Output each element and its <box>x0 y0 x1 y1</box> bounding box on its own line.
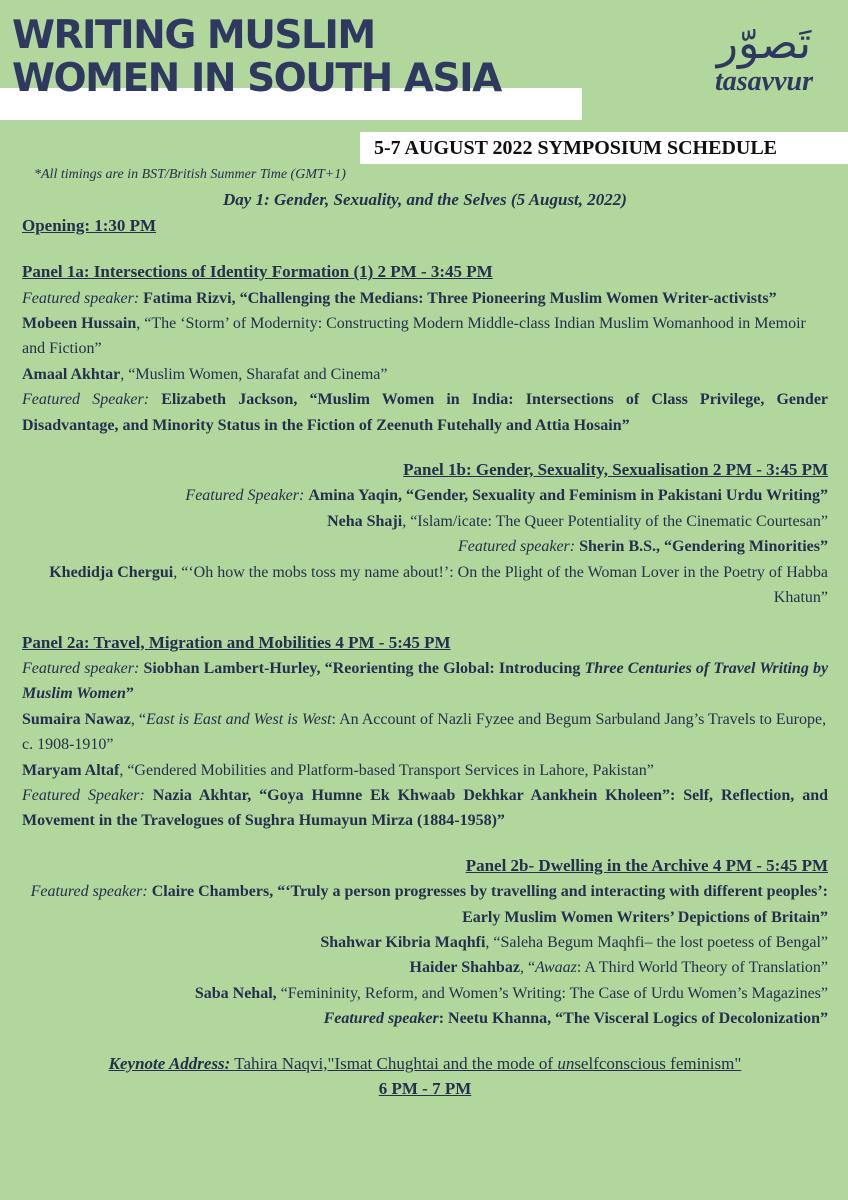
day-1-title: Day 1: Gender, Sexuality, and the Selves (5 August, 2022) <box>223 190 627 210</box>
opening-time: Opening: 1:30 PM <box>22 215 157 235</box>
keynote-title-italic: un <box>557 1053 575 1073</box>
talk-title-part: ” <box>125 685 134 703</box>
speaker-name: Saba Nehal, <box>194 984 277 1002</box>
panel-heading: Panel 2b- Dwelling in the Archive 4 PM - 5:45 PM <box>465 855 828 875</box>
panel-entry <box>22 783 828 834</box>
keynote-speaker: Tahira Naqvi, <box>234 1053 328 1073</box>
featured-label: Featured Speaker: <box>22 786 145 804</box>
speaker-name: Claire Chambers, <box>151 883 274 901</box>
panel-heading: Panel 1b: Gender, Sexuality, Sexualisation 2 PM - 3:45 PM <box>403 460 828 480</box>
panel-entry <box>22 286 828 311</box>
keynote-line <box>22 1051 828 1076</box>
panel-1a <box>22 259 828 438</box>
talk-title: “Goya Humne Ek Khwaab Dekhkar Aankhein Kholeen”: Self, Reflection, and Movement in the Travelogues of Sughra Humayun Mirza (1884-1958)” <box>22 786 828 830</box>
speaker-name: Shahwar Kibria Maqhfi <box>320 933 486 951</box>
featured-label: Featured Speaker: <box>22 391 150 409</box>
speaker-name: Sumaira Nawaz <box>22 710 131 728</box>
talk-title: , “Gendered Mobilities and Platform-based Transport Services in Lahore, Pakistan” <box>119 761 654 779</box>
spacer <box>22 438 828 457</box>
talk-title: “The Visceral Logics of Decolonization” <box>555 1010 828 1028</box>
talk-title-italic: Awaaz <box>535 959 577 977</box>
panel-1b <box>22 457 828 610</box>
talk-title: “Femininity, Reform, and Women’s Writing: The Case of Urdu Women’s Magazines” <box>280 984 828 1002</box>
talk-title-part: : A Third World Theory of Translation” <box>576 959 828 977</box>
panel-entry <box>22 387 828 438</box>
panel-entry <box>22 656 828 707</box>
spacer <box>22 834 828 853</box>
panel-entry <box>22 560 828 611</box>
logo-latin-text: tasavvur <box>715 66 813 97</box>
panel-entry <box>22 534 828 559</box>
speaker-name: Elizabeth Jackson, <box>161 391 298 409</box>
speaker-name: Amina Yaqin, <box>308 487 402 505</box>
spacer <box>22 1032 828 1051</box>
speaker-name: Nazia Akhtar, <box>152 786 252 804</box>
talk-title: “Gender, Sexuality and Feminism in Pakistani Urdu Writing” <box>406 487 828 505</box>
talk-title: “Gendering Minorities” <box>664 538 828 556</box>
panel-entry <box>22 707 828 758</box>
talk-title: “Muslim Women in India: Intersections of Class Privilege, Gender Disadvantage, and Minority Status in the Fiction of Zeenuth Futehally and Attia Hosain” <box>22 391 829 434</box>
talk-title-part: “Reorienting the Global: Introducing <box>324 659 581 677</box>
talk-title-italic: East is East and West is West <box>146 710 332 728</box>
spacer <box>22 239 828 259</box>
speaker-name: Sherin B.S., <box>579 538 661 556</box>
speaker-name: Neha Shaji <box>327 512 403 530</box>
panel-entry <box>22 981 828 1006</box>
speaker-name: Haider Shahbaz <box>409 959 520 977</box>
speaker-name: Siobhan Lambert-Hurley, <box>143 659 321 677</box>
panel-entry <box>22 362 828 387</box>
panel-entry <box>22 483 828 508</box>
speaker-name: Mobeen Hussain <box>22 315 137 333</box>
talk-title-italic: Three Centuries of Travel Writing by Muslim Women <box>22 659 829 703</box>
talk-title: “Challenging the Medians: Three Pioneering Muslim Women Writer-activists” <box>239 289 777 307</box>
featured-label: Featured speaker: <box>22 289 140 307</box>
schedule-content <box>22 162 828 1101</box>
panel-2b <box>22 853 828 1032</box>
talk-title: , “The ‘Storm’ of Modernity: Constructing Modern Middle-class Indian Muslim Womanhood in Memoir and Fiction” <box>22 315 806 358</box>
keynote-title-part: "Ismat Chughtai and the mode of <box>327 1053 558 1073</box>
talk-title: , “Muslim Women, Sharafat and Cinema” <box>120 365 388 383</box>
keynote-label: Keynote Address: <box>108 1053 231 1073</box>
tasavvur-logo <box>694 14 834 114</box>
panel-entry <box>22 930 828 955</box>
speaker-name: Khedidja Chergui <box>49 563 174 581</box>
timezone-note: *All timings are in BST/British Summer Time (GMT+1) <box>34 167 346 182</box>
speaker-name: Amaal Akhtar <box>22 365 121 383</box>
spacer <box>22 611 828 630</box>
title-line-1: WRITING MUSLIM <box>12 13 375 58</box>
featured-label: Featured speaker: <box>22 659 140 677</box>
panel-heading: Panel 2a: Travel, Migration and Mobilities 4 PM - 5:45 PM <box>22 632 451 652</box>
panel-entry <box>22 311 828 362</box>
keynote-section <box>22 1051 828 1102</box>
keynote-time: 6 PM - 7 PM <box>378 1079 472 1098</box>
talk-title-part: , “ <box>519 959 536 977</box>
talk-title-part: : An Account of Nazli Fyzee and Begum Sarbuland Jang’s Travels to Europe, c. 1908-1910” <box>22 710 827 754</box>
panel-2a <box>22 630 828 834</box>
talk-title: “‘Truly a person progresses by travelling and interacting with different peoples’: Early Muslim Women Writers’ Depictions of Britain” <box>277 883 828 926</box>
panel-heading: Panel 1a: Intersections of Identity Formation (1) 2 PM - 3:45 PM <box>22 262 493 282</box>
talk-title: , “Islam/icate: The Queer Potentiality of the Cinematic Courtesan” <box>402 512 828 530</box>
panel-entry <box>22 509 828 534</box>
keynote-title-part: selfconscious feminism" <box>574 1053 742 1073</box>
featured-label: Featured speaker: <box>30 883 148 901</box>
logo-arabic-text: تَصوّر <box>716 18 812 69</box>
panel-entry <box>22 758 828 783</box>
poster-title <box>12 14 612 100</box>
title-line-2: WOMEN IN SOUTH ASIA <box>12 56 501 101</box>
panel-entry <box>22 1006 828 1031</box>
schedule-badge: 5-7 AUGUST 2022 SYMPOSIUM SCHEDULE <box>360 132 848 164</box>
panel-entry <box>22 955 828 980</box>
featured-label: Featured Speaker: <box>185 487 305 505</box>
speaker-name: Maryam Altaf <box>22 761 120 779</box>
speaker-name: Fatima Rizvi, <box>143 289 236 307</box>
featured-label: Featured speaker: <box>457 538 576 556</box>
talk-title: , “Saleha Begum Maqhfi– the lost poetess of Bengal” <box>485 933 828 951</box>
panel-entry <box>22 879 828 930</box>
speaker-name: : Neetu Khanna, <box>438 1010 552 1028</box>
featured-label: Featured speaker <box>323 1010 439 1028</box>
talk-title: , “‘Oh how the mobs toss my name about!’: On the Plight of the Woman Lover in the Poetry of Habba Khatun” <box>173 563 828 607</box>
talk-title-part: , “ <box>130 710 146 728</box>
